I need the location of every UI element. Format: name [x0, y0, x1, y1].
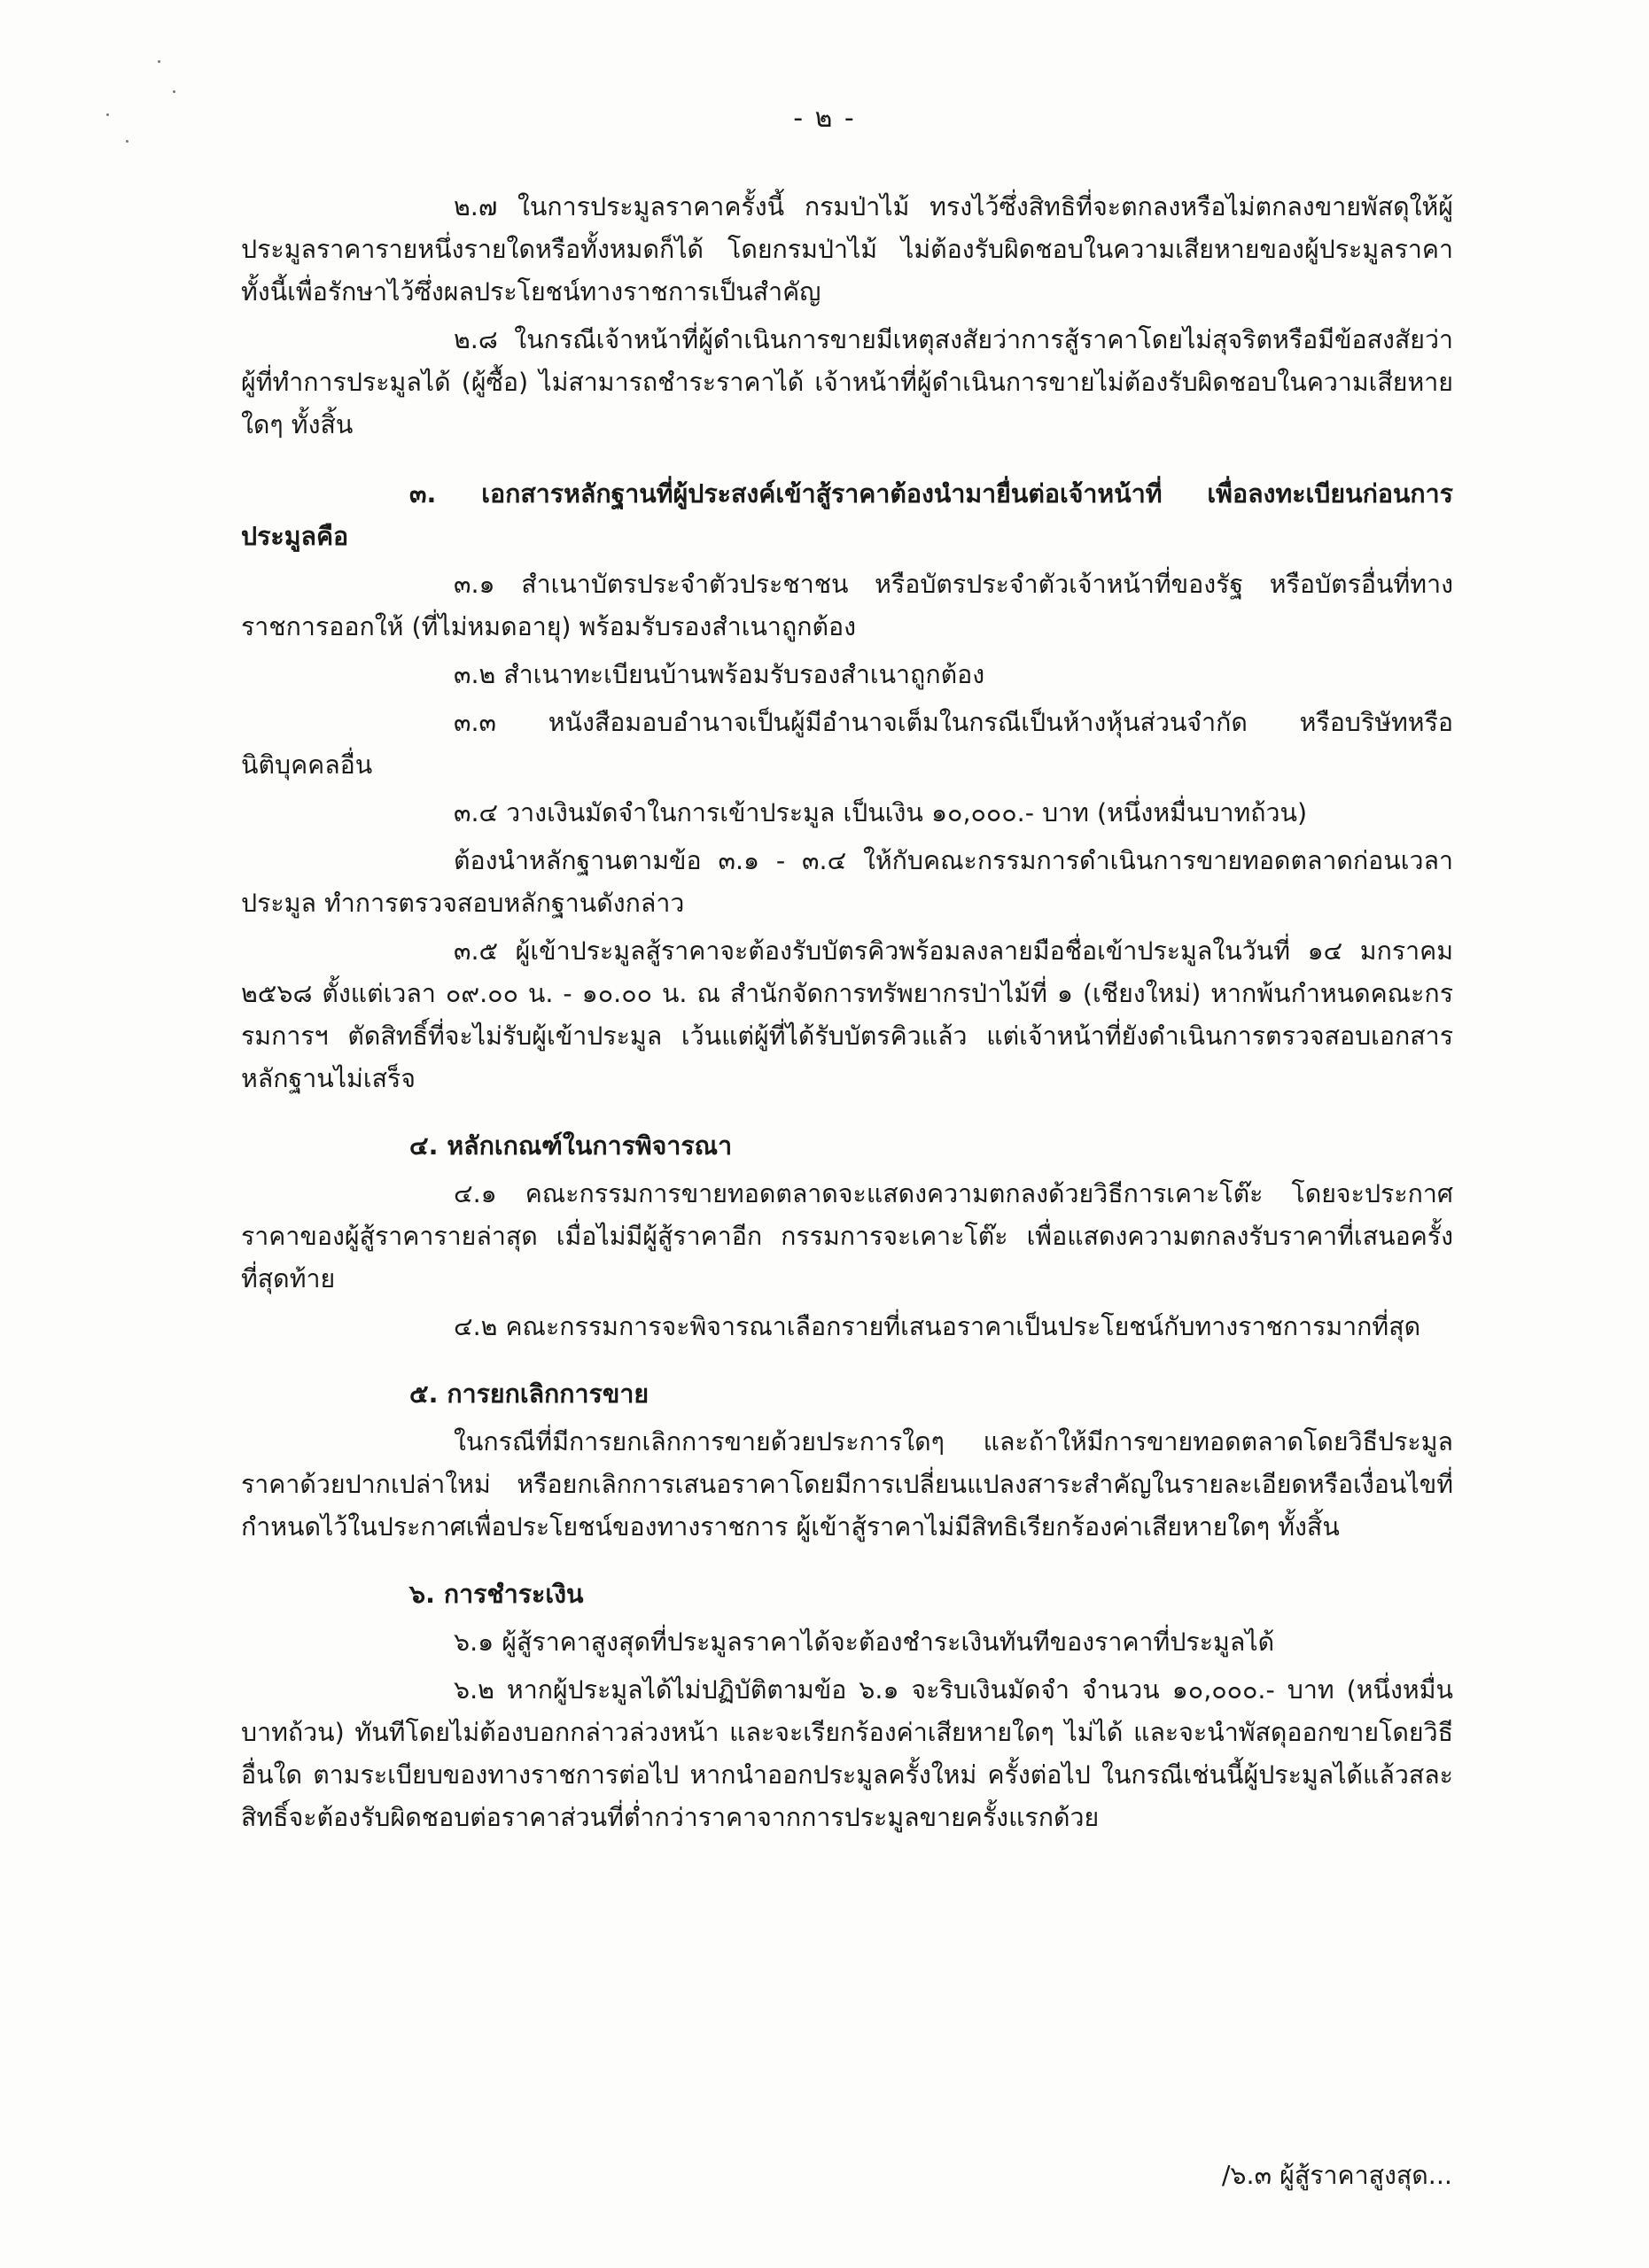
- scan-speck: [126, 140, 128, 143]
- item-3-5: ๓.๕ ผู้เข้าประมูลสู้ราคาจะต้องรับบัตรคิวพร้อมลงลายมือชื่อเข้าประมูลในวันที่ ๑๔ มกราคม ๒๕๖๘ ตั้งแต่เวลา ๐๙.๐๐ น. - ๑๐.๐๐ น. ณ สำนักจัดการทรัพยากรป่าไม้ที่ ๑ (เชียงใหม่) หากพ้นกำหนดคณะกรรมการฯ ตัดสิทธิ์ที่จะไม่รับผู้เข้าประมูล เว้นแต่ผู้ที่ได้รับบัตรคิวแล้ว แต่เจ้าหน้าที่ยังดำเนินการตรวจสอบเอกสารหลักฐานไม่เสร็จ: [241, 936, 1453, 1093]
- item-6-2: ๖.๒ หากผู้ประมูลได้ไม่ปฏิบัติตามข้อ ๖.๑ จะริบเงินมัดจำ จำนวน ๑๐,๐๐๐.- บาท (หนึ่งหมื่นบาทถ้วน) ทันทีโดยไม่ต้องบอกกล่าวล่วงหน้า และจะเรียกร้องค่าเสียหายใดๆ ไม่ได้ และจะนำพัสดุออกขายโดยวิธีอื่นใด ตามระเบียบของทางราชการต่อไป หากนำออกประมูลครั้งใหม่ ครั้งต่อไป ในกรณีเช่นนี้ผู้ประมูลได้แล้วสละสิทธิ์จะต้องรับผิดชอบต่อราคาส่วนที่ต่ำกว่าราคาจากการประมูลขายครั้งแรกด้วย: [241, 1675, 1453, 1832]
- section-3-heading: ๓. เอกสารหลักฐานที่ผู้ประสงค์เข้าสู้ราคาต้องนำมายื่นต่อเจ้าหน้าที่ เพื่อลงทะเบียนก่อนการประมูลคือ: [241, 479, 1453, 551]
- item-4-2: ๔.๒ คณะกรรมการจะพิจารณาเลือกรายที่เสนอราคาเป็นประโยชน์กับทางราชการมากที่สุด: [454, 1312, 1421, 1341]
- paragraph-2-8: ๒.๘ ในกรณีเจ้าหน้าที่ผู้ดำเนินการขายมีเหตุสงสัยว่าการสู้ราคาโดยไม่สุจริตหรือมีข้อสงสัยว่าผู้ที่ทำการประมูลได้ (ผู้ซื้อ) ไม่สามารถชำระราคาได้ เจ้าหน้าที่ผู้ดำเนินการขายไม่ต้องรับผิดชอบในความเสียหายใดๆ ทั้งสิ้น: [241, 325, 1453, 439]
- item-3-2: ๓.๒ สำเนาทะเบียนบ้านพร้อมรับรองสำเนาถูกต้อง: [454, 660, 985, 689]
- scan-speck: [173, 90, 175, 93]
- item-6-1: ๖.๑ ผู้สู้ราคาสูงสุดที่ประมูลราคาได้จะต้องชำระเงินทันทีของราคาที่ประมูลได้: [454, 1627, 1275, 1657]
- section-6-heading: ๖. การชำระเงิน: [409, 1580, 584, 1609]
- paragraph-2-7: ๒.๗ ในการประมูลราคาครั้งนี้ กรมป่าไม้ ทรงไว้ซึ่งสิทธิที่จะตกลงหรือไม่ตกลงขายพัสดุให้ผู้ประมูลราคารายหนึ่งรายใดหรือทั้งหมดก็ได้ โดยกรมป่าไม้ ไม่ต้องรับผิดชอบในความเสียหายของผู้ประมูลราคา ทั้งนี้เพื่อรักษาไว้ซึ่งผลประโยชน์ทางราชการเป็นสำคัญ: [241, 192, 1453, 307]
- item-3-1: ๓.๑ สำเนาบัตรประจำตัวประชาชน หรือบัตรประจำตัวเจ้าหน้าที่ของรัฐ หรือบัตรอื่นที่ทางราชการออกให้ (ที่ไม่หมดอายุ) พร้อมรับรองสำเนาถูกต้อง: [241, 570, 1453, 641]
- section-4-heading: ๔. หลักเกณฑ์ในการพิจารณา: [409, 1131, 733, 1161]
- item-3-note: ต้องนำหลักฐานตามข้อ ๓.๑ - ๓.๔ ให้กับคณะกรรมการดำเนินการขายทอดตลาดก่อนเวลาประมูล ทำการตรวจสอบหลักฐานดังกล่าว: [241, 846, 1453, 918]
- scan-speck: [158, 60, 160, 63]
- section-5-heading: ๕. การยกเลิกการขาย: [409, 1379, 649, 1409]
- item-3-4: ๓.๔ วางเงินมัดจำในการเข้าประมูล เป็นเงิน ๑๐,๐๐๐.- บาท (หนึ่งหมื่นบาทถ้วน): [454, 798, 1308, 827]
- continuation-marker: /๖.๓ ผู้สู้ราคาสูงสุด...: [1221, 2161, 1452, 2190]
- document-body: [241, 186, 1453, 1839]
- item-3-3: ๓.๓ หนังสือมอบอำนาจเป็นผู้มีอำนาจเต็มในกรณีเป็นห้างหุ้นส่วนจำกัด หรือบริษัทหรือนิติบุคคลอื่น: [241, 708, 1453, 780]
- item-5-text: ในกรณีที่มีการยกเลิกการขายด้วยประการใดๆ และถ้าให้มีการขายทอดตลาดโดยวิธีประมูลราคาด้วยปากเปล่าใหม่ หรือยกเลิกการเสนอราคาโดยมีการเปลี่ยนแปลงสาระสำคัญในรายละเอียดหรือเงื่อนไขที่กำหนดไว้ในประกาศเพื่อประโยชน์ของทางราชการ ผู้เข้าสู้ราคาไม่มีสิทธิเรียกร้องค่าเสียหายใดๆ ทั้งสิ้น: [241, 1427, 1453, 1542]
- item-4-1: ๔.๑ คณะกรรมการขายทอดตลาดจะแสดงความตกลงด้วยวิธีการเคาะโต๊ะ โดยจะประกาศราคาของผู้สู้ราคารายล่าสุด เมื่อไม่มีผู้สู้ราคาอีก กรรมการจะเคาะโต๊ะ เพื่อแสดงความตกลงรับราคาที่เสนอครั้งที่สุดท้าย: [241, 1179, 1453, 1293]
- page-number: - ๒ -: [793, 103, 856, 134]
